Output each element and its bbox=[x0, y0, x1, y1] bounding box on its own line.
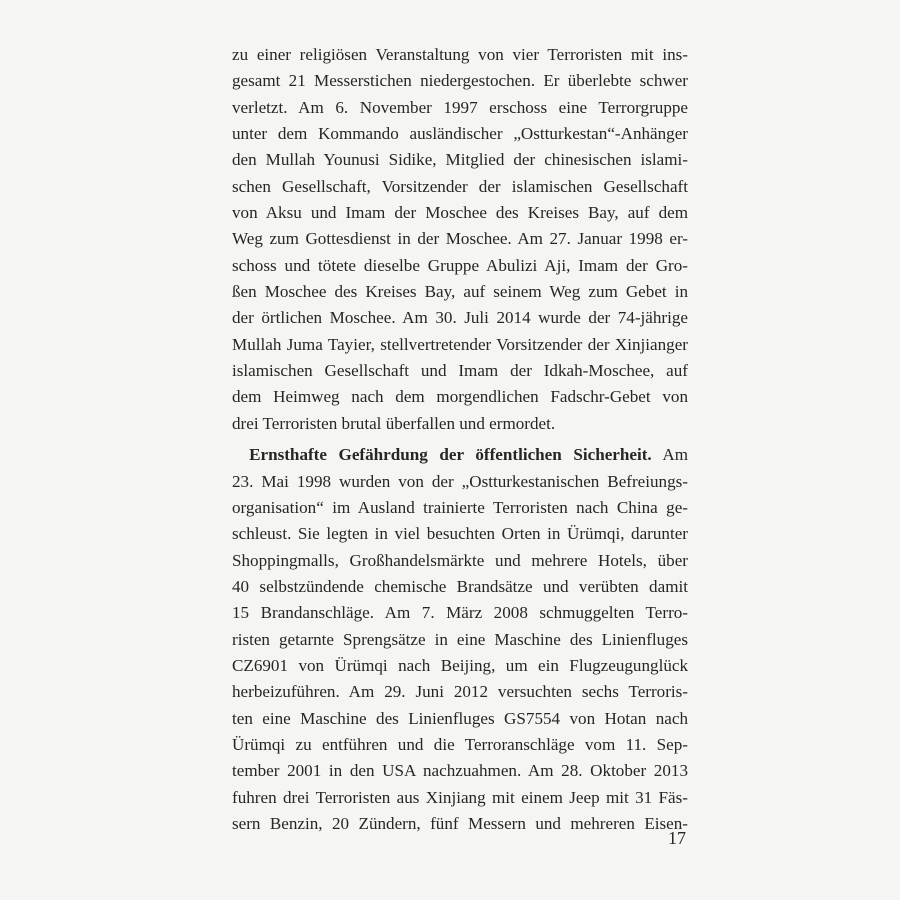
text-line: schen Gesellschaft, Vorsitzender der islamischen Gesellschaft bbox=[232, 176, 688, 196]
lead-tail: Am bbox=[651, 445, 688, 465]
text-line: ßen Moschee des Kreises Bay, auf seinem Weg zum Gebet in bbox=[232, 282, 688, 302]
text-line: zu einer religiösen Veranstaltung von vier Terroristen mit ins- bbox=[232, 45, 688, 64]
text-line: schleust. Sie legten in viel besuchten Orten in Ürümqi, darunter bbox=[232, 524, 688, 544]
text-line: 23. Mai 1998 wurden von der „Ostturkestanischen Befreiungs- bbox=[232, 471, 688, 491]
text-line: ten eine Maschine des Linienfluges GS7554 von Hotan nach bbox=[232, 708, 688, 728]
text-line: Shoppingmalls, Großhandelsmärkte und mehrere Hotels, über bbox=[232, 550, 688, 570]
section-lead-heading: Ernsthafte Gefährdung der öffentlichen Sicherheit. bbox=[249, 445, 652, 465]
text-line: dem Heimweg nach dem morgendlichen Fadschr-Gebet von bbox=[232, 387, 688, 407]
text-line: drei Terroristen brutal überfallen und ermordet. bbox=[232, 413, 556, 433]
body-text bbox=[232, 42, 688, 837]
text-line: islamischen Gesellschaft und Imam der Idkah-Moschee, auf bbox=[232, 361, 688, 381]
text-line: Ürümqi zu entführen und die Terroranschläge vom 11. Sep- bbox=[232, 734, 688, 754]
paragraph-first-line bbox=[232, 442, 688, 468]
text-line: fuhren drei Terroristen aus Xinjiang mit einem Jeep mit 31 Fäs- bbox=[232, 787, 688, 807]
text-line: Mullah Juma Tayier, stellvertretender Vorsitzender der Xinjianger bbox=[232, 334, 688, 354]
text-line: schoss und tötete dieselbe Gruppe Abulizi Aji, Imam der Gro- bbox=[232, 255, 688, 275]
text-line: herbeizuführen. Am 29. Juni 2012 versuchten sechs Terroris- bbox=[232, 682, 688, 702]
text-line: verletzt. Am 6. November 1997 erschoss eine Terrorgruppe bbox=[232, 97, 688, 117]
text-line: gesamt 21 Messerstichen niedergestochen. Er überlebte schwer bbox=[232, 71, 688, 91]
page-number: 17 bbox=[668, 828, 686, 848]
text-line: den Mullah Younusi Sidike, Mitglied der chinesischen islami- bbox=[232, 150, 688, 170]
text-line: 40 selbstzündende chemische Brandsätze und verübten damit bbox=[232, 576, 688, 596]
text-line: organisation“ im Ausland trainierte Terroristen nach China ge- bbox=[232, 497, 688, 517]
text-line: von Aksu und Imam der Moschee des Kreises Bay, auf dem bbox=[232, 203, 688, 223]
text-line: CZ6901 von Ürümqi nach Beijing, um ein Flugzeugunglück bbox=[232, 655, 688, 675]
text-line: Weg zum Gottesdienst in der Moschee. Am 27. Januar 1998 er- bbox=[232, 229, 688, 249]
text-line: unter dem Kommando ausländischer „Ostturkestan“-Anhänger bbox=[232, 124, 688, 144]
text-line: risten getarnte Sprengsätze in eine Maschine des Linienfluges bbox=[232, 629, 688, 649]
text-line: der örtlichen Moschee. Am 30. Juli 2014 wurde der 74-jährige bbox=[232, 308, 688, 328]
text-line: tember 2001 in den USA nachzuahmen. Am 28. Oktober 2013 bbox=[232, 761, 688, 781]
text-line: sern Benzin, 20 Zündern, fünf Messern und mehreren Eisen- bbox=[232, 813, 688, 833]
text-line: 15 Brandanschläge. Am 7. März 2008 schmuggelten Terro- bbox=[232, 603, 688, 623]
